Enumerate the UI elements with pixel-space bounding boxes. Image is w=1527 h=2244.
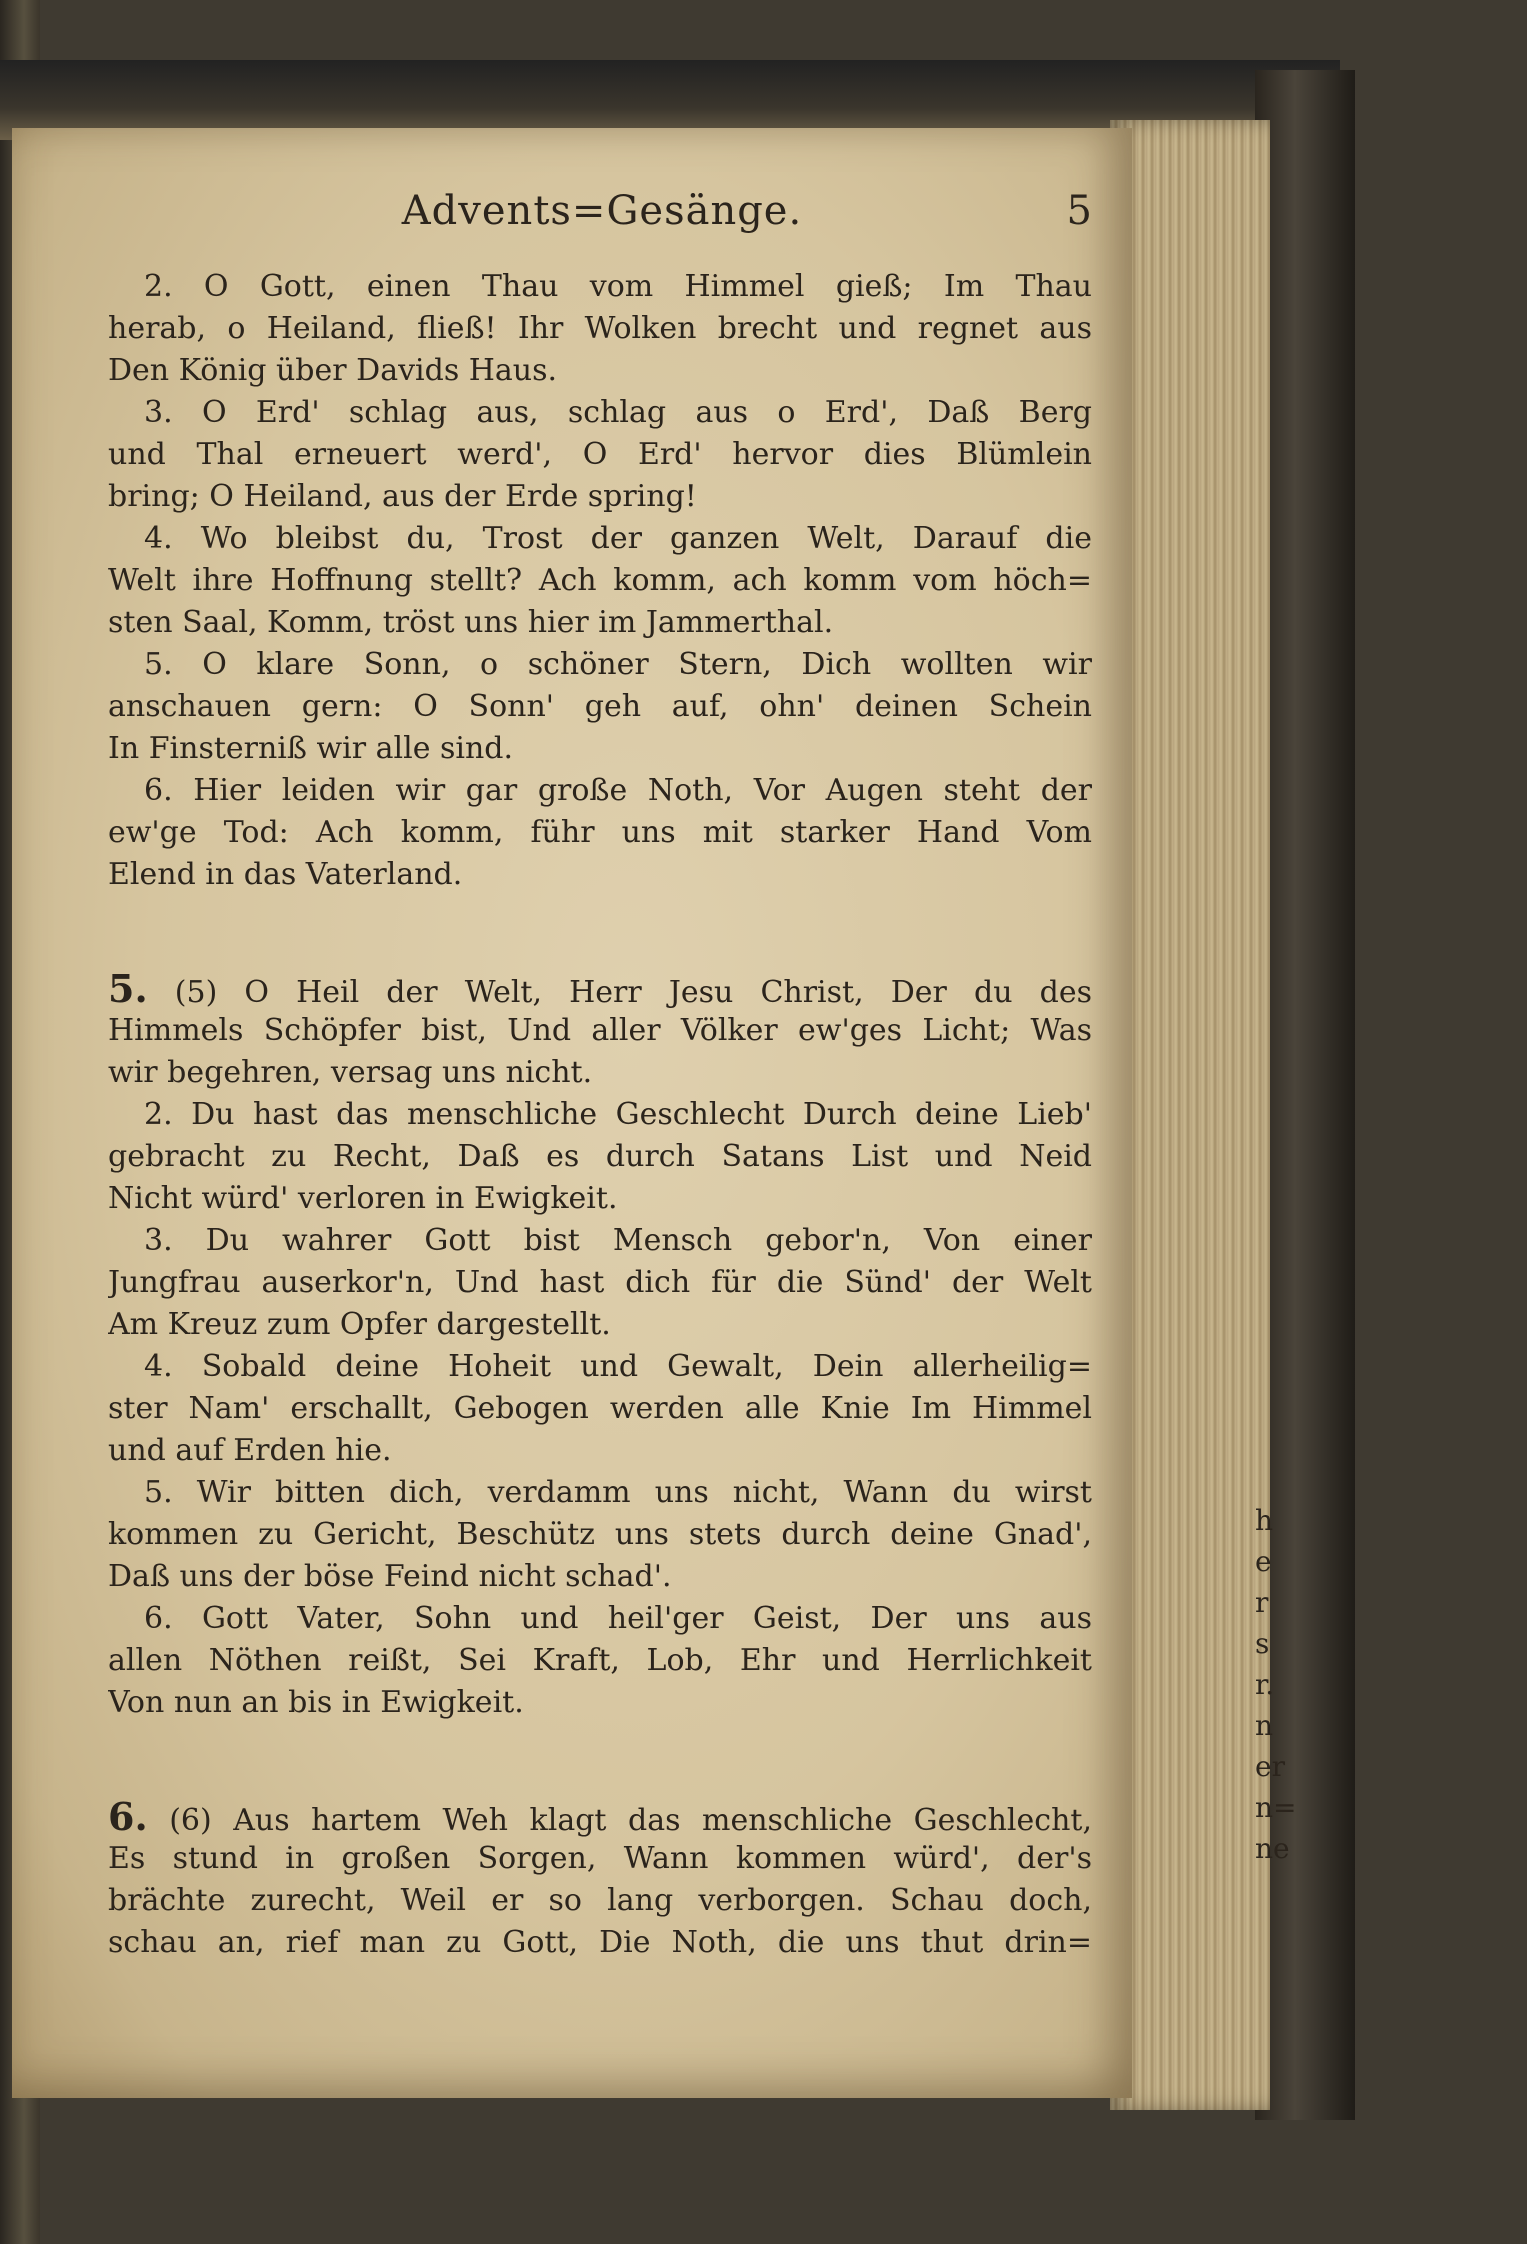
text-line: Daß uns der böse Feind nicht schad'. [108,1559,672,1594]
book-page [12,128,1132,2098]
text-line: Jungfrau auserkor'n, Und hast dich für die Sünd' der Welt [108,1265,1092,1300]
text-line: Elend in das Vaterland. [108,857,463,892]
hymn-first-line: 6. (6) Aus hartem Weh klagt das menschliche Geschlecht, [108,1796,1092,1838]
text-line: 4. Wo bleibst du, Trost der ganzen Welt, Darauf die [144,521,1092,556]
page-number: 5 [1066,188,1092,234]
hymn-number: 5. [108,968,148,1010]
text-line: und Thal erneuert werd', O Erd' hervor dies Blümlein [108,437,1092,472]
page-edges [1110,120,1270,2110]
text-line: Nicht würd' verloren in Ewigkeit. [108,1181,618,1216]
page-body [108,266,1092,1964]
text-line: und auf Erden hie. [108,1433,392,1468]
text-line: schau an, rief man zu Gott, Die Noth, die uns thut drin= [108,1925,1092,1960]
text-line: Himmels Schöpfer bist, Und aller Völker ew'ges Licht; Was [108,1013,1092,1048]
text-line: Von nun an bis in Ewigkeit. [108,1685,524,1720]
hymn-first-line: 5. (5) O Heil der Welt, Herr Jesu Christ, Der du des [108,968,1092,1010]
next-page-fragments: h e r s r. n er n= ne [1255,1504,1297,1865]
text-line: brächte zurecht, Weil er so lang verborgen. Schau doch, [108,1883,1092,1918]
text-line: 5. O klare Sonn, o schöner Stern, Dich wollten wir [144,647,1092,682]
text-line: 4. Sobald deine Hoheit und Gewalt, Dein allerheilig= [144,1349,1092,1384]
section-gap [108,1724,1092,1796]
text-line: 6. Gott Vater, Sohn und heil'ger Geist, Der uns aus [144,1601,1092,1636]
text-line: 2. O Gott, einen Thau vom Himmel gieß; Im Thau [144,269,1092,304]
text-line: anschauen gern: O Sonn' geh auf, ohn' deinen Schein [108,689,1092,724]
text-line: Es stund in großen Sorgen, Wann kommen würd', der's [108,1841,1092,1876]
text-line: Am Kreuz zum Opfer dargestellt. [108,1307,611,1342]
running-header [112,188,1092,248]
text-line: 6. Hier leiden wir gar große Noth, Vor Augen steht der [144,773,1092,808]
text-line: ew'ge Tod: Ach komm, führ uns mit starker Hand Vom [108,815,1092,850]
text-line: In Finsterniß wir alle sind. [108,731,514,766]
text-line: kommen zu Gericht, Beschütz uns stets durch deine Gnad', [108,1517,1092,1552]
text-line: herab, o Heiland, fließ! Ihr Wolken brecht und regnet aus [108,311,1092,346]
text-line: ster Nam' erschallt, Gebogen werden alle Knie Im Himmel [108,1391,1092,1426]
text-line: allen Nöthen reißt, Sei Kraft, Lob, Ehr und Herrlichkeit [108,1643,1092,1678]
text-line: 3. Du wahrer Gott bist Mensch gebor'n, Von einer [144,1223,1092,1258]
text-line: Den König über Davids Haus. [108,353,558,388]
text-line: Welt ihre Hoffnung stellt? Ach komm, ach komm vom höch= [108,563,1092,598]
hymn-number: 6. [108,1796,148,1838]
text-line: sten Saal, Komm, tröst uns hier im Jammerthal. [108,605,834,640]
text-line: bring; O Heiland, aus der Erde spring! [108,479,697,514]
section-gap [108,896,1092,968]
text-line: 3. O Erd' schlag aus, schlag aus o Erd', Daß Berg [144,395,1092,430]
text-line: 5. Wir bitten dich, verdamm uns nicht, Wann du wirst [144,1475,1092,1510]
page-title: Advents=Gesänge. [401,188,803,234]
text-line: 2. Du hast das menschliche Geschlecht Durch deine Lieb' [144,1097,1092,1132]
text-line: gebracht zu Recht, Daß es durch Satans List und Neid [108,1139,1092,1174]
text-line: wir begehren, versag uns nicht. [108,1055,593,1090]
